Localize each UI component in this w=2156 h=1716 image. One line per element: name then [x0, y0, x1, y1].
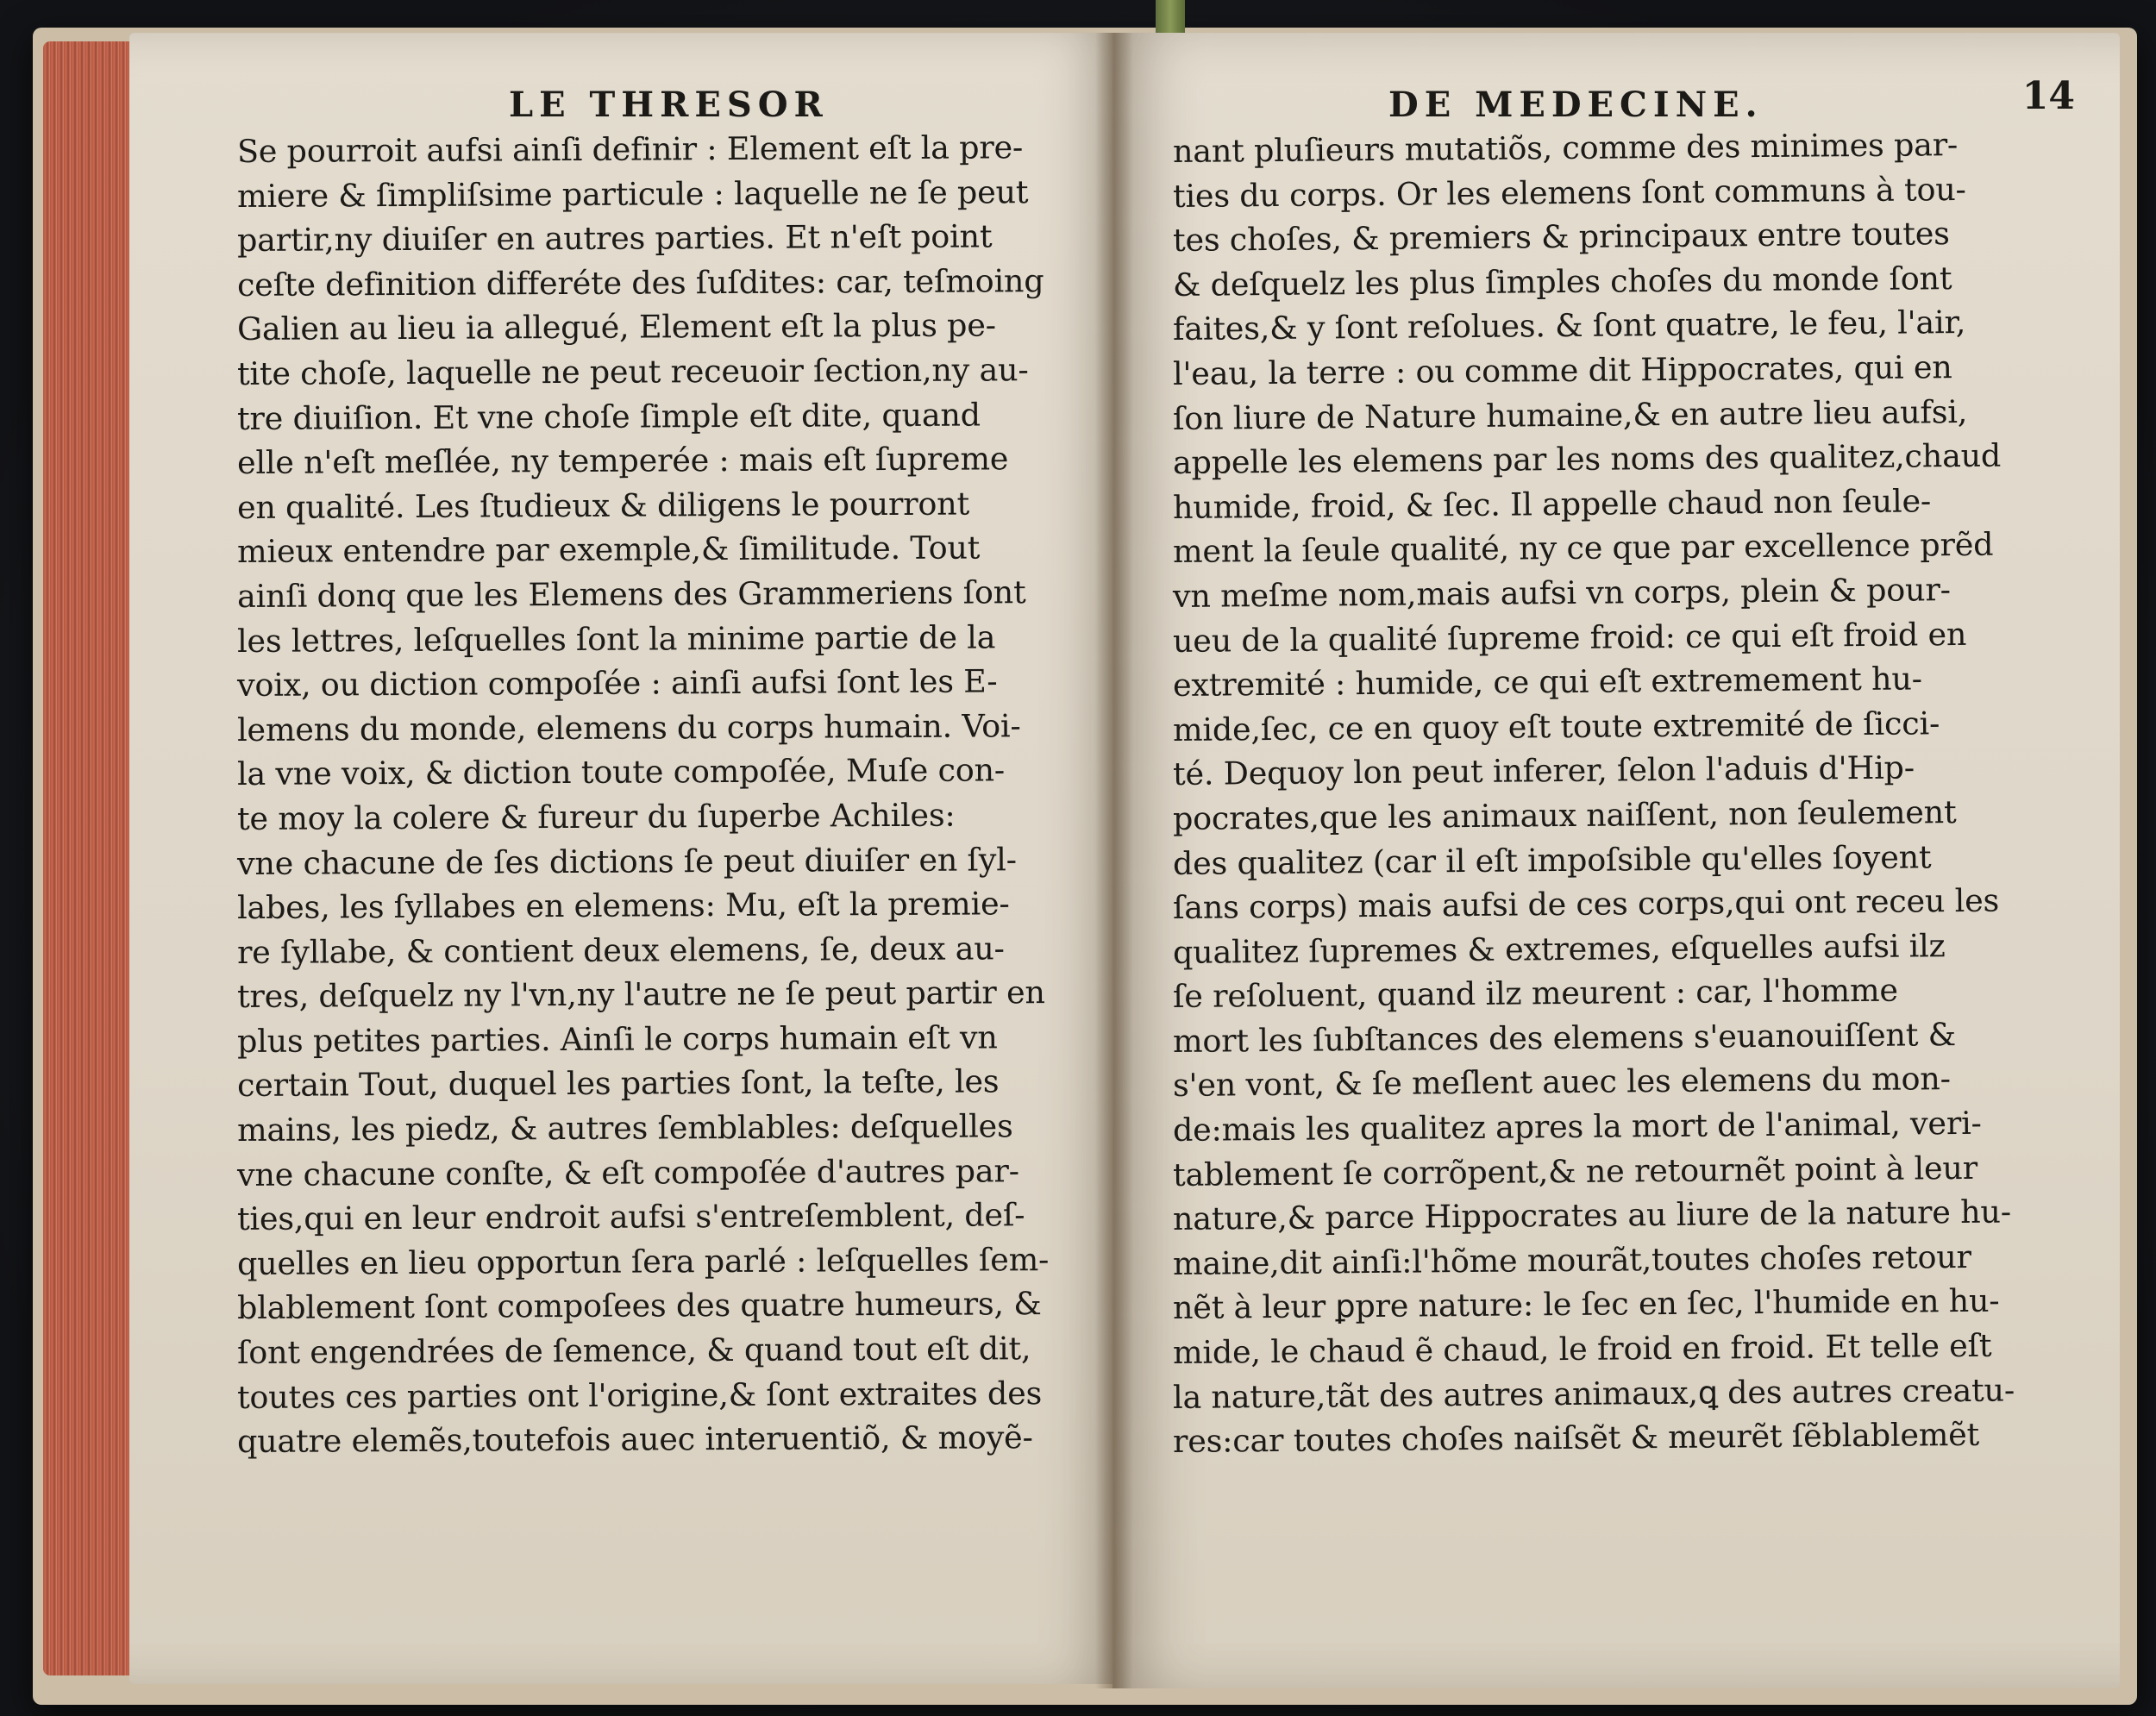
text-line: faites,& y ſont reſolues. & ſont quatre, le feu, l'air,	[1172, 304, 1966, 348]
text-line: ſont engendrées de ſemence, & quand tout eſt dit,	[236, 1330, 1031, 1372]
text-line: toutes ces parties ont l'origine,& ſont extraites des	[236, 1374, 1043, 1416]
text-line: Se pourroit aufsi ainſi definir : Element eſt la pre-	[236, 128, 1024, 170]
left-running-head: LE THRESOR	[509, 85, 829, 125]
text-line: nant pluſieurs mutatiõs, comme des minimes par-	[1172, 126, 1959, 170]
text-line: tite choſe, laquelle ne peut receuoir ſection,ny au-	[236, 351, 1029, 392]
text-line: qualitez ſupremes & extremes, eſquelles aufsi ilz	[1172, 926, 1946, 971]
text-line: mide, le chaud ẽ chaud, le froid en froid. Et telle eſt	[1172, 1326, 1992, 1372]
text-line: la nature,tãt des autres animaux,ꝗ des autres creatu-	[1172, 1371, 2015, 1416]
text-line: quelles en lieu opportun ſera parlé : leſquelles ſem-	[236, 1240, 1050, 1282]
text-line: vne chacune conſte, & eſt compoſée d'autres par-	[236, 1151, 1019, 1193]
text-line: plus petites parties. Ainſi le corps humain eſt vn	[236, 1018, 998, 1060]
text-line: mains, les piedz, & autres ſemblables: deſquelles	[236, 1107, 1013, 1149]
text-line: mide,ſec, ce en quoy eſt toute extremité de ſicci-	[1172, 704, 1940, 748]
text-line: re ſyllabe, & contient deux elemens, ſe, deux au-	[236, 930, 1005, 971]
text-line: labes, les ſyllabes en elemens: Mu, eſt la premie-	[236, 885, 1010, 927]
text-line: maine,dit ainſi:l'hõme mourãt,toutes choſes retour	[1172, 1237, 1971, 1282]
text-line: la vne voix, & diction toute compoſée, Muſe con-	[236, 751, 1006, 793]
left-page	[129, 33, 1112, 1684]
text-line: des qualitez (car il eſt impoſsible qu'elles ſoyent	[1172, 837, 1932, 882]
right-page-text	[1172, 126, 2078, 1464]
text-line: vn meſme nom,mais aufsi vn corps, plein & pour-	[1172, 571, 1951, 615]
text-line: quatre elemẽs,toutefois auec interuentiõ, & moyẽ-	[236, 1419, 1033, 1461]
text-line: de:mais les qualitez apres la mort de l'animal, veri-	[1172, 1104, 1982, 1149]
text-line: pocrates,que les animaux naiſſent, non ſeulement	[1172, 792, 1957, 837]
text-line: ſe reſoluent, quand ilz meurent : car, l'homme	[1172, 971, 1898, 1016]
text-line: ment la ſeule qualité, ny ce que par excellence prẽd	[1172, 526, 1994, 571]
text-line: partir,ny diuiſer en autres parties. Et n'eſt point	[236, 217, 993, 260]
text-line: voix, ou diction compoſée : ainſi aufsi ſont les E-	[236, 662, 998, 705]
text-line: s'en vont, & ſe meſlent auec les elemens du mon-	[1172, 1060, 1951, 1105]
text-line: ceſte definition differéte des ſuſdites: car, teſmoing	[236, 261, 1044, 304]
text-line: mieux entendre par exemple,& ſimilitude. Tout	[236, 529, 981, 571]
text-line: ainſi donq que les Elemens des Grammeriens ſont	[236, 573, 1026, 615]
text-line: tes choſes, & premiers & principaux entre toutes	[1172, 215, 1950, 260]
text-line: tablement ſe corrõpent,& ne retournẽt point à leur	[1172, 1149, 1978, 1193]
text-line: humide, froid, & ſec. Il appelle chaud non ſeule-	[1172, 482, 1932, 526]
text-line: en qualité. Les ſtudieux & diligens le pourront	[236, 485, 970, 526]
left-page-text	[237, 129, 1117, 1464]
text-line: mort les ſubſtances des elemens s'euanouiſſent &	[1172, 1015, 1957, 1060]
text-line: nature,& parce Hippocrates au liure de la nature hu-	[1172, 1193, 2012, 1238]
text-line: res:car toutes choſes naiſsẽt & meurẽt ſẽblablemẽt	[1172, 1416, 1980, 1461]
text-line: tre diuiſion. Et vne choſe ſimple eſt dite, quand	[236, 396, 981, 437]
text-line: & deſquelz les plus ſimples choſes du monde ſont	[1172, 259, 1952, 304]
page-number: 14	[2021, 74, 2075, 118]
text-line: vne chacune de ſes dictions ſe peut diuiſer en ſyl-	[236, 840, 1017, 882]
text-line: les lettres, leſquelles ſont la minime partie de la	[236, 617, 996, 660]
book-gutter	[1095, 33, 1133, 1688]
text-line: ties,qui en leur endroit aufsi s'entreſemblent, deſ-	[236, 1196, 1025, 1238]
text-line: te moy la colere & fureur du ſuperbe Achiles:	[236, 796, 956, 837]
text-line: ties du corps. Or les elemens ſont communs à tou-	[1172, 170, 1966, 215]
text-line: Galien au lieu ia allegué, Element eſt la plus pe-	[236, 306, 996, 348]
text-line: certain Tout, duquel les parties ſont, la teſte, les	[236, 1062, 1000, 1105]
text-line: appelle les elemens par les noms des qualitez,chaud	[1172, 436, 2002, 482]
text-line: blablement ſont compoſees des quatre humeurs, &	[236, 1285, 1042, 1327]
red-page-edges	[43, 41, 138, 1675]
right-running-head: DE MEDECINE.	[1388, 85, 1764, 125]
text-line: ſans corps) mais aufsi de ces corps,qui ont receu les	[1172, 881, 2000, 927]
text-line: l'eau, la terre : ou comme dit Hippocrates, qui en	[1172, 348, 1952, 392]
text-line: extremité : humide, ce qui eſt extremement hu-	[1172, 660, 1923, 705]
text-line: elle n'eſt meſlée, ny temperée : mais eſt ſupreme	[236, 440, 1009, 482]
text-line: lemens du monde, elemens du corps humain. Voi-	[236, 706, 1021, 748]
right-page	[1112, 33, 2120, 1688]
text-line: miere & ſimpliſsime particule : laquelle ne ſe peut	[236, 172, 1029, 215]
text-line: ſon liure de Nature humaine,& en autre lieu aufsi,	[1172, 392, 1968, 437]
text-line: té. Dequoy lon peut inferer, ſelon l'aduis d'Hip-	[1172, 748, 1915, 793]
text-line: tres, deſquelz ny l'vn,ny l'autre ne ſe peut partir en	[236, 974, 1045, 1016]
text-line: nẽt à leur ꝑpre nature: le ſec en ſec, l'humide en hu-	[1172, 1282, 2000, 1327]
text-line: ueu de la qualité ſupreme froid: ce qui eſt froid en	[1172, 615, 1967, 660]
